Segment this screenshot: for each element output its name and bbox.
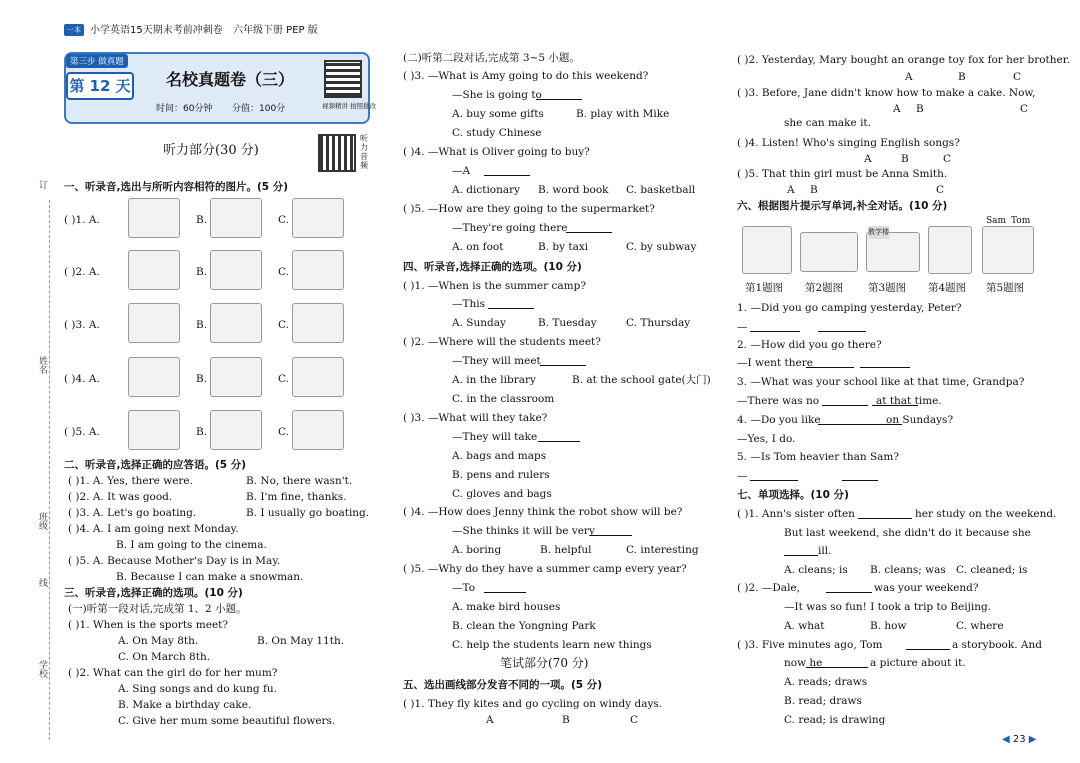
- question-text: A. what: [784, 620, 825, 632]
- answer-blank[interactable]: [872, 405, 918, 406]
- question-text: ( )4. Listen! Who's singing English songs?: [737, 137, 960, 149]
- question-text: ( )1. —When is the summer camp?: [403, 280, 586, 292]
- option: A. Sing songs and do kung fu.: [118, 683, 277, 695]
- answer-blank[interactable]: [750, 480, 798, 481]
- answer-blank[interactable]: [906, 649, 950, 650]
- name-label: Sam: [986, 216, 1007, 226]
- answer-choice: ( )1. A. Yes, there were.: [68, 475, 193, 487]
- family-scene-icon[interactable]: [292, 303, 344, 343]
- option-c-label: C.: [278, 373, 289, 385]
- train-icon[interactable]: [210, 250, 262, 290]
- answer-choice: ( )3. A. Let's go boating.: [68, 507, 197, 519]
- option-letter: C: [1020, 103, 1029, 115]
- question: ( )2. What can the girl do for her mum?: [68, 667, 278, 679]
- option: B. On May 11th.: [257, 635, 345, 647]
- question-text: B. cleans; was: [870, 564, 946, 576]
- section-2-title: 二、听录音,选择正确的应答语。(5 分): [64, 459, 247, 471]
- qr-note: 视频精讲 拍照批改: [322, 102, 377, 110]
- cloudy-sun-icon[interactable]: [128, 198, 180, 238]
- answer-blank[interactable]: [566, 232, 612, 233]
- answer-blank[interactable]: [818, 424, 862, 425]
- binding-line: [49, 200, 50, 740]
- question: ( )1. When is the sports meet?: [68, 619, 229, 631]
- sub-part-1: (一)听第一段对话,完成第 1、2 小题。: [68, 603, 247, 615]
- time-label: 时间：60分钟: [156, 104, 213, 114]
- question-text: ( )3. —What is Amy going to do this weekend?: [403, 70, 649, 82]
- camping-tent-icon[interactable]: [742, 226, 792, 274]
- question-text: C. where: [956, 620, 1004, 632]
- picture-caption: 第1题图: [745, 282, 784, 294]
- question-text: ( )3. Five minutes ago, Tom: [737, 639, 883, 651]
- picture-caption: 第4题图: [928, 282, 967, 294]
- question-text: —It was so fun! I took a trip to Beijing.: [784, 601, 992, 613]
- side-label-1: 订: [37, 180, 47, 189]
- question-text: 3. —What was your school like at that time, Grandpa?: [737, 376, 1025, 388]
- two-boys-icon[interactable]: [982, 226, 1034, 274]
- question-text: 1. —Did you go camping yesterday, Peter?: [737, 302, 962, 314]
- brand-logo: 一本: [64, 24, 84, 36]
- question-text: A. on foot: [452, 241, 504, 253]
- question-text: —They're going there: [452, 222, 568, 234]
- option-letter: A: [893, 103, 901, 115]
- page-number: ◀ 23 ▶: [1002, 734, 1037, 745]
- score-label: 分值：100分: [232, 104, 286, 114]
- question-text: C. basketball: [626, 184, 696, 196]
- option-c-label: C.: [278, 214, 289, 226]
- question-text: a storybook. And: [952, 639, 1042, 651]
- picture-question: ( )5. A.: [64, 426, 100, 438]
- question-text: ( )2. —Where will the students meet?: [403, 336, 601, 348]
- question-text: ( )1. Ann's sister often: [737, 508, 855, 520]
- answer-blank[interactable]: [822, 405, 868, 406]
- question-text: —A: [452, 165, 471, 177]
- question-text: B. helpful: [540, 544, 592, 556]
- step-badge: 第三步 做真题: [66, 54, 128, 68]
- question-text: —To: [452, 582, 476, 594]
- picture-question: ( )2. A.: [64, 266, 100, 278]
- picture-question: ( )1. A.: [64, 214, 100, 226]
- option-letter: B: [901, 153, 909, 165]
- option-c-label: C.: [278, 266, 289, 278]
- written-part-title: 笔试部分(70 分): [500, 656, 589, 670]
- answer-choice: ( )5. A. Because Mother's Day is in May.: [68, 555, 281, 567]
- side-label-name: 姓名: [37, 356, 47, 374]
- picture-caption: 第5题图: [986, 282, 1025, 294]
- question-text: B. word book: [538, 184, 609, 196]
- mountain-rock-icon[interactable]: [210, 357, 262, 397]
- question-text: —She thinks it will be very: [452, 525, 595, 537]
- picture-question: ( )4. A.: [64, 373, 100, 385]
- option-c-label: C.: [278, 319, 289, 331]
- question-text: C. Thursday: [626, 317, 691, 329]
- question-text: a picture about it.: [870, 657, 966, 669]
- audio-qr-icon[interactable]: [318, 134, 356, 172]
- question-text: A. in the library: [452, 374, 536, 386]
- answer-blank[interactable]: [488, 308, 534, 309]
- question-text: now he: [784, 657, 823, 669]
- question-text: But last weekend, she didn't do it because she: [784, 527, 1031, 539]
- question-text: C. by subway: [626, 241, 697, 253]
- option-b-label: B.: [196, 214, 208, 226]
- bus-icon[interactable]: [800, 232, 858, 272]
- qr-code-icon[interactable]: [324, 60, 362, 98]
- question-text: B. read; draws: [784, 695, 862, 707]
- question-text: —There was no: [737, 395, 820, 407]
- question-text: ( )1. They fly kites and go cycling on windy days.: [403, 698, 663, 710]
- question-text: —I went there: [737, 357, 813, 369]
- question-text: ill.: [818, 545, 832, 557]
- option-letter: B: [810, 184, 818, 196]
- answer-choice: B. I'm fine, thanks.: [246, 491, 347, 503]
- answer-blank[interactable]: [590, 535, 632, 536]
- question-text: —: [737, 470, 748, 482]
- question-text: —They will take: [452, 431, 538, 443]
- question-text: A. bags and maps: [452, 450, 547, 462]
- answer-blank[interactable]: [484, 175, 530, 176]
- question-text: C. read; is drawing: [784, 714, 886, 726]
- section-title: 六、根据图片提示写单词,补全对话。(10 分): [737, 200, 948, 212]
- option-letter: A: [905, 71, 913, 83]
- question-text: B. pens and rulers: [452, 469, 550, 481]
- question-text: B. by taxi: [538, 241, 589, 253]
- question-text: C. cleaned; is: [956, 564, 1028, 576]
- question-text: B. how: [870, 620, 907, 632]
- question-text: A. cleans; is: [784, 564, 848, 576]
- question-text: C. interesting: [626, 544, 699, 556]
- question-text: ( )4. —What is Oliver going to buy?: [403, 146, 590, 158]
- option-letter: A: [787, 184, 795, 196]
- answer-blank[interactable]: [818, 331, 866, 332]
- answer-choice: ( )4. A. I am going next Monday.: [68, 523, 239, 535]
- section-title: 五、选出画线部分发音不同的一项。(5 分): [403, 679, 603, 691]
- option: A. On May 8th.: [118, 635, 199, 647]
- option-b-label: B.: [196, 319, 208, 331]
- side-label-line: 线: [37, 578, 47, 587]
- boys-running-icon[interactable]: [128, 410, 180, 450]
- question-text: A. reads; draws: [784, 676, 868, 688]
- question-text: —She is going to: [452, 89, 542, 101]
- answer-blank[interactable]: [842, 480, 878, 481]
- option-letter: A: [864, 153, 872, 165]
- option-b-label: B.: [196, 373, 208, 385]
- section-3-title: 三、听录音,选择正确的选项。(10 分): [64, 587, 243, 599]
- option: C. Give her mum some beautiful flowers.: [118, 715, 336, 727]
- question-text: —This: [452, 298, 486, 310]
- option-letter: C: [936, 184, 945, 196]
- option-letter: C: [1013, 71, 1022, 83]
- answer-blank[interactable]: [860, 367, 910, 368]
- cyclist-icon[interactable]: [292, 410, 344, 450]
- option: B. Make a birthday cake.: [118, 699, 252, 711]
- question-text: ( )2. Yesterday, Mary bought an orange toy fox for her brother.: [737, 54, 1070, 66]
- question-text: —Yes, I do.: [737, 433, 796, 445]
- question-text: (二)听第二段对话,完成第 3~5 小题。: [403, 52, 580, 64]
- side-label-class: 班级: [37, 512, 47, 530]
- question-text: at that time.: [876, 395, 942, 407]
- question-text: —: [737, 321, 748, 333]
- question-text: ( )2. —Dale,: [737, 582, 800, 594]
- side-label-school: 学校: [37, 660, 47, 678]
- question-text: A. Sunday: [452, 317, 506, 329]
- picture-question: ( )3. A.: [64, 319, 100, 331]
- grade-label: 六年级下册 PEP 版: [233, 25, 318, 36]
- listening-title: 听力部分(30 分): [163, 143, 259, 158]
- option-letter: B: [958, 71, 966, 83]
- book-title: 小学英语15天期末考前冲刺卷: [90, 25, 223, 36]
- section-1-title: 一、听录音,选出与所听内容相符的图片。(5 分): [64, 181, 289, 193]
- section-title: 七、单项选择。(10 分): [737, 489, 849, 501]
- question-text: —They will meet: [452, 355, 541, 367]
- badminton-player-icon[interactable]: [928, 226, 972, 274]
- question-text: C. in the classroom: [452, 393, 555, 405]
- answer-blank[interactable]: [538, 441, 580, 442]
- question-text: C. gloves and bags: [452, 488, 552, 500]
- question-text: on Sundays?: [886, 414, 954, 426]
- question-text: ( )4. —How does Jenny think the robot show will be?: [403, 506, 683, 518]
- option: C. On March 8th.: [118, 651, 211, 663]
- question-text: ( )3. —What will they take?: [403, 412, 548, 424]
- answer-choice: ( )2. A. It was good.: [68, 491, 173, 503]
- name-label: Tom: [1011, 216, 1031, 226]
- question-text: ( )5. —Why do they have a summer camp every year?: [403, 563, 687, 575]
- question-text: ( )5. —How are they going to the supermarket?: [403, 203, 655, 215]
- ship-icon[interactable]: [292, 250, 344, 290]
- airplane-icon[interactable]: [128, 250, 180, 290]
- picture-caption: 第3题图: [868, 282, 907, 294]
- section-title: 四、听录音,选择正确的选项。(10 分): [403, 261, 582, 273]
- building-sign: 教学楼: [868, 226, 889, 239]
- answer-blank[interactable]: [826, 592, 872, 593]
- exam-title: 名校真题卷（三）: [166, 70, 295, 89]
- answer-blank[interactable]: [536, 99, 582, 100]
- question-text: 5. —Is Tom heavier than Sam?: [737, 451, 900, 463]
- option-letter: C: [630, 714, 639, 726]
- answer-blank[interactable]: [540, 365, 586, 366]
- answer-blank[interactable]: [806, 367, 854, 368]
- question-text: A. buy some gifts: [452, 108, 544, 120]
- question-text: ( )5. That thin girl must be Anna Smith.: [737, 168, 948, 180]
- letter-f-sign-icon[interactable]: [292, 198, 344, 238]
- gate-icon[interactable]: [292, 357, 344, 397]
- question-text: C. help the students learn new things: [452, 639, 652, 651]
- question-text: B. clean the Yongning Park: [452, 620, 596, 632]
- question-text: 2. —How did you go there?: [737, 339, 882, 351]
- question-text: C. study Chinese: [452, 127, 542, 139]
- question-text: A. boring: [452, 544, 502, 556]
- question-text: A. make bird houses: [452, 601, 561, 613]
- answer-blank[interactable]: [858, 518, 912, 519]
- option-letter: A: [486, 714, 494, 726]
- option-c-label: C.: [278, 426, 289, 438]
- question-text: her study on the weekend.: [915, 508, 1057, 520]
- day-badge: 第 12 天: [66, 72, 134, 100]
- rain-cloud-icon[interactable]: [210, 198, 262, 238]
- answer-choice: B. I usually go boating.: [246, 507, 370, 519]
- option-b-label: B.: [196, 426, 208, 438]
- great-wall-icon[interactable]: [128, 357, 180, 397]
- answer-choice: B. I am going to the cinema.: [116, 539, 267, 551]
- people-fishing-icon[interactable]: [210, 303, 262, 343]
- boys-football-icon[interactable]: [210, 410, 262, 450]
- answer-blank[interactable]: [806, 667, 868, 668]
- answer-blank[interactable]: [784, 555, 818, 556]
- question-text: was your weekend?: [874, 582, 979, 594]
- answer-choice: B. Because I can make a snowman.: [116, 571, 304, 583]
- answer-choice: B. No, there wasn't.: [246, 475, 353, 487]
- option-letter: B: [916, 103, 924, 115]
- option-letter: C: [943, 153, 952, 165]
- answer-blank[interactable]: [484, 592, 526, 593]
- question-text: B. Tuesday: [538, 317, 597, 329]
- question-text: A. dictionary: [452, 184, 521, 196]
- answer-blank[interactable]: [860, 424, 902, 425]
- answer-blank[interactable]: [750, 331, 800, 332]
- question-text: B. at the school gate(大门): [572, 374, 711, 386]
- question-text: B. play with Mike: [576, 108, 670, 120]
- people-picnic-icon[interactable]: [128, 303, 180, 343]
- option-letter: B: [562, 714, 570, 726]
- page-number-value: 23: [1012, 734, 1026, 745]
- audio-label: 听力音频: [360, 134, 368, 170]
- option-b-label: B.: [196, 266, 208, 278]
- question-text: ( )3. Before, Jane didn't know how to make a cake. Now,: [737, 87, 1036, 99]
- question-text: 4. —Do you like: [737, 414, 821, 426]
- picture-caption: 第2题图: [805, 282, 844, 294]
- question-text: she can make it.: [784, 117, 871, 129]
